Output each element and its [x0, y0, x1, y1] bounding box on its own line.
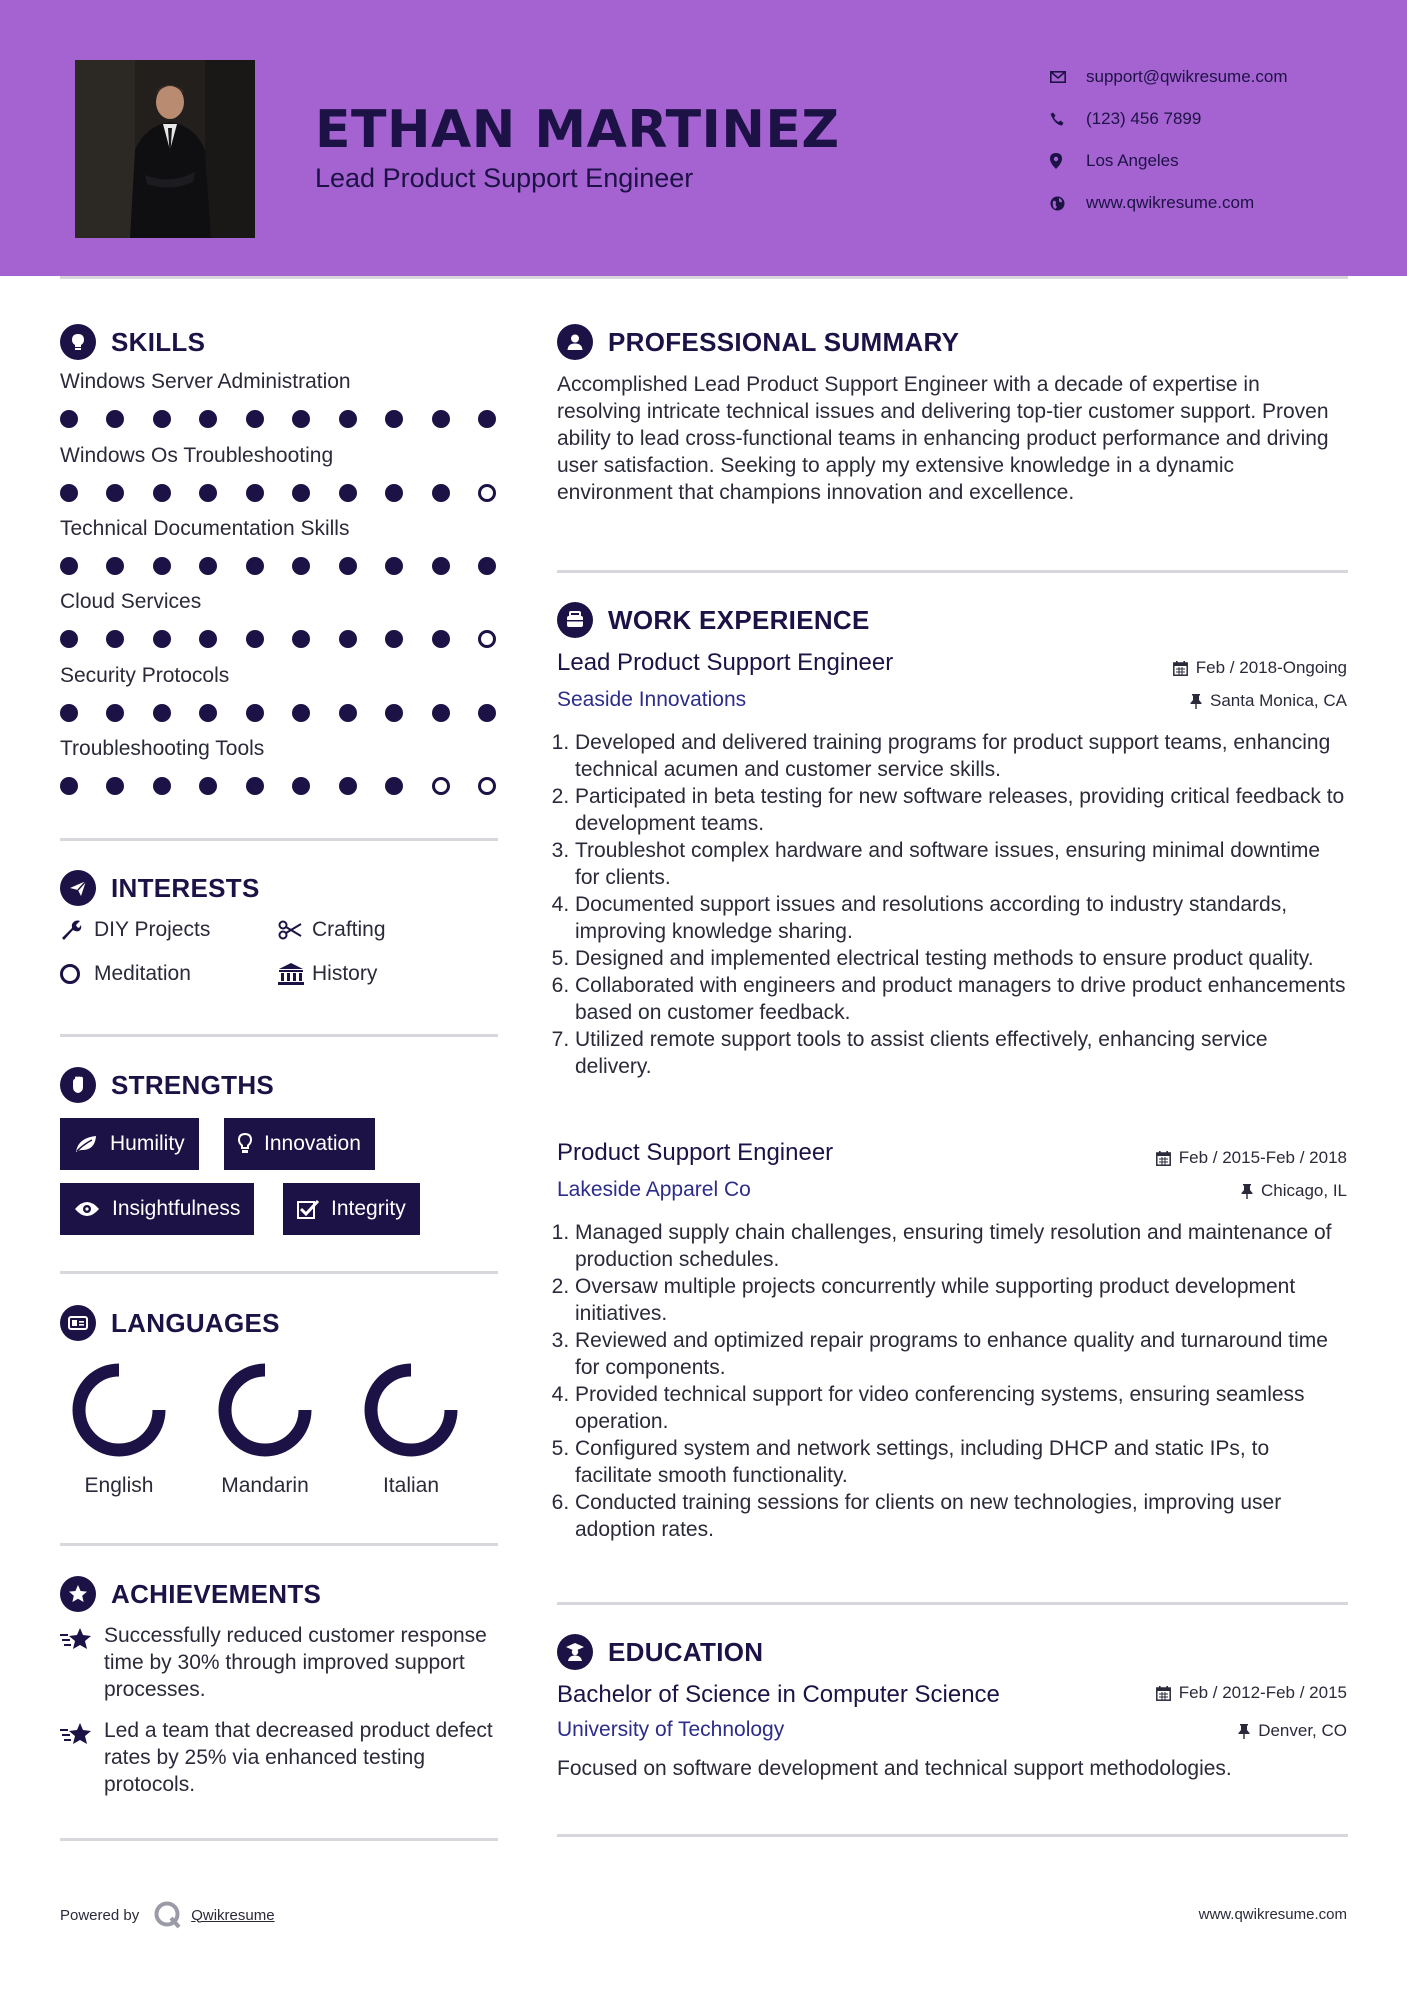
shooting-star-icon — [60, 1717, 104, 1798]
section-divider — [60, 1838, 498, 1841]
rating-dot-filled — [153, 704, 171, 722]
language-item — [351, 1360, 471, 1498]
language-item — [205, 1360, 325, 1498]
rating-dot-filled — [292, 557, 310, 575]
rating-dot-filled — [246, 410, 264, 428]
language-label: English — [84, 1474, 154, 1497]
skill-label: Troubleshooting Tools — [60, 737, 265, 760]
contact-website[interactable] — [1050, 182, 1288, 224]
skill-rating — [60, 557, 496, 575]
skill-label: Security Protocols — [60, 664, 230, 687]
rating-dot-filled — [432, 630, 450, 648]
skill-rating — [60, 484, 496, 502]
summary-text: Accomplished Lead Product Support Engineer with a decade of expertise in resolving intricate technical issues and delivering top-tier customer support. Proven ability to lead cross-functional teams in enhancing product performance and driving user satisfaction. Seeking to apply my extensive knowledge in a dynamic environment that champions innovation and excellence. — [557, 373, 1329, 504]
rating-dot-filled — [478, 704, 496, 722]
skill-rating — [60, 704, 496, 722]
rating-dot-filled — [385, 484, 403, 502]
checkbox-icon — [297, 1199, 319, 1219]
skills-heading: SKILLS — [60, 324, 205, 360]
job-duties — [557, 1219, 1349, 1543]
id-card-icon — [60, 1305, 96, 1341]
rating-dot-filled — [199, 484, 217, 502]
skill-item — [60, 444, 500, 502]
interest-item: DIY Projects — [60, 918, 210, 942]
rating-dot-empty — [432, 777, 450, 795]
lightbulb-outline-icon — [238, 1133, 252, 1155]
skill-item — [60, 370, 500, 428]
strength-badge: Integrity — [283, 1183, 420, 1235]
calendar-icon — [1173, 661, 1188, 676]
duty-item: 1. Managed supply chain challenges, ensuring timely resolution and maintenance of production schedules. — [575, 1219, 1349, 1273]
candidate-name: ETHAN MARTINEZ — [315, 100, 840, 160]
rating-dot-filled — [153, 484, 171, 502]
rating-dot-filled — [246, 484, 264, 502]
job-company: Lakeside Apparel Co — [557, 1178, 751, 1201]
section-divider — [557, 570, 1348, 573]
rating-dot-filled — [106, 630, 124, 648]
section-divider — [60, 838, 498, 841]
rating-dot-filled — [292, 777, 310, 795]
skill-label: Windows Server Administration — [60, 370, 351, 393]
rating-dot-filled — [246, 704, 264, 722]
duty-item: 7. Utilized remote support tools to assist clients effectively, enhancing service delivery. — [575, 1026, 1349, 1080]
job-location: Chicago, IL — [1241, 1181, 1347, 1201]
section-divider — [60, 1543, 498, 1546]
achievement-item: Led a team that decreased product defect rates by 25% via enhanced testing protocols. — [60, 1717, 500, 1798]
education-degree: Bachelor of Science in Computer Science — [557, 1681, 1000, 1708]
rating-dot-filled — [432, 704, 450, 722]
qwikresume-logo-icon — [153, 1900, 183, 1930]
language-label: Italian — [382, 1474, 440, 1497]
rating-dot-filled — [60, 557, 78, 575]
rating-dot-filled — [385, 410, 403, 428]
strength-badge: Humility — [60, 1118, 199, 1170]
rating-dot-filled — [339, 777, 357, 795]
contact-location-text: Los Angeles — [1086, 151, 1179, 170]
job-dates: Feb / 2018-Ongoing — [1173, 658, 1347, 678]
strengths-heading: STRENGTHS — [60, 1067, 274, 1103]
rating-dot-filled — [292, 630, 310, 648]
powered-by: Powered by Qwikresume — [60, 1900, 275, 1930]
skill-item — [60, 664, 500, 722]
rating-dot-empty — [478, 630, 496, 648]
skill-item — [60, 737, 500, 795]
language-gauge — [69, 1360, 169, 1460]
qwikresume-link[interactable]: Qwikresume — [191, 1906, 275, 1924]
rating-dot-filled — [60, 777, 78, 795]
rating-dot-filled — [199, 557, 217, 575]
rating-dot-filled — [246, 557, 264, 575]
summary-heading: PROFESSIONAL SUMMARY — [557, 324, 959, 360]
rating-dot-filled — [292, 704, 310, 722]
graduate-icon — [557, 1634, 593, 1670]
duty-item: 6. Conducted training sessions for clients on new technologies, improving user adoption rates. — [575, 1489, 1349, 1543]
language-gauge — [361, 1360, 461, 1460]
rating-dot-filled — [246, 777, 264, 795]
strength-badge: Innovation — [224, 1118, 375, 1170]
duty-item: 5. Designed and implemented electrical testing methods to ensure product quality. — [575, 945, 1349, 972]
contact-email[interactable] — [1050, 56, 1288, 98]
job-role: Lead Product Support Engineer — [557, 649, 894, 676]
language-gauge-arc — [371, 1370, 451, 1450]
contact-phone-text: (123) 456 7899 — [1086, 109, 1202, 128]
rating-dot-filled — [106, 557, 124, 575]
section-divider — [557, 1602, 1348, 1605]
duty-item: 2. Oversaw multiple projects concurrently while supporting product development initiatives. — [575, 1273, 1349, 1327]
eye-icon — [74, 1201, 100, 1217]
language-item — [59, 1360, 179, 1498]
globe-icon — [1050, 196, 1086, 211]
rating-dot-filled — [385, 704, 403, 722]
education-heading: EDUCATION — [557, 1634, 763, 1670]
section-divider — [60, 1034, 498, 1037]
rating-dot-filled — [339, 410, 357, 428]
rating-dot-filled — [292, 410, 310, 428]
skill-item — [60, 517, 500, 575]
rating-dot-filled — [60, 410, 78, 428]
header-divider — [60, 276, 1348, 279]
rating-dot-filled — [106, 704, 124, 722]
job-company: Seaside Innovations — [557, 688, 747, 711]
pushpin-icon — [1190, 694, 1202, 709]
pushpin-icon — [1238, 1724, 1250, 1739]
shooting-star-icon — [60, 1622, 104, 1703]
scissors-icon — [278, 920, 312, 940]
rating-dot-filled — [60, 704, 78, 722]
education-location: Denver, CO — [1238, 1721, 1347, 1741]
circle-icon — [60, 963, 94, 985]
pushpin-icon — [1241, 1184, 1253, 1199]
interests-heading: INTERESTS — [60, 870, 260, 906]
duty-item: 1. Developed and delivered training programs for product support teams, enhancing technical acumen and customer service skills. — [575, 729, 1349, 783]
contact-email-text: support@qwikresume.com — [1086, 67, 1288, 86]
interest-item: Meditation — [60, 962, 191, 986]
rating-dot-filled — [106, 777, 124, 795]
achievement-item: Successfully reduced customer response time by 30% through improved support processes. — [60, 1622, 500, 1703]
contact-website-text: www.qwikresume.com — [1086, 193, 1255, 212]
skill-rating — [60, 630, 496, 648]
job-location: Santa Monica, CA — [1190, 691, 1347, 711]
education-school: University of Technology — [557, 1718, 785, 1741]
skill-label: Cloud Services — [60, 590, 202, 613]
rating-dot-filled — [106, 410, 124, 428]
rating-dot-filled — [478, 410, 496, 428]
rating-dot-filled — [153, 777, 171, 795]
section-divider — [60, 1271, 498, 1274]
skill-label: Technical Documentation Skills — [60, 517, 350, 540]
language-label: Mandarin — [221, 1474, 309, 1497]
language-gauge — [215, 1360, 315, 1460]
candidate-title: Lead Product Support Engineer — [315, 163, 694, 193]
rating-dot-filled — [385, 777, 403, 795]
museum-icon — [278, 963, 312, 985]
interest-item: History — [278, 962, 377, 986]
language-gauge-arc — [79, 1370, 159, 1450]
rating-dot-filled — [292, 484, 310, 502]
strength-badge: Insightfulness — [60, 1183, 254, 1235]
rating-dot-empty — [478, 484, 496, 502]
rating-dot-empty — [478, 777, 496, 795]
skill-rating — [60, 777, 496, 795]
duty-item: 2. Participated in beta testing for new software releases, providing critical feedback to development teams. — [575, 783, 1349, 837]
languages-heading: LANGUAGES — [60, 1305, 280, 1341]
language-gauge-arc — [225, 1370, 305, 1450]
rating-dot-filled — [199, 410, 217, 428]
rating-dot-filled — [478, 557, 496, 575]
achievements-heading: ACHIEVEMENTS — [60, 1576, 321, 1612]
envelope-icon — [1050, 71, 1086, 83]
interest-item: Crafting — [278, 918, 386, 942]
rating-dot-filled — [60, 630, 78, 648]
duty-item: 6. Collaborated with engineers and product managers to drive product enhancements based on customer feedback. — [575, 972, 1349, 1026]
star-badge-icon — [60, 1576, 96, 1612]
rating-dot-filled — [153, 410, 171, 428]
rating-dot-filled — [199, 704, 217, 722]
experience-heading: WORK EXPERIENCE — [557, 602, 870, 638]
rating-dot-filled — [199, 630, 217, 648]
lightbulb-icon — [60, 324, 96, 360]
raised-fist-icon — [60, 1067, 96, 1103]
duty-item: 4. Documented support issues and resolutions according to industry standards, improving knowledge sharing. — [575, 891, 1349, 945]
duty-item: 5. Configured system and network settings, including DHCP and static IPs, to facilitate smooth functionality. — [575, 1435, 1349, 1489]
skill-item — [60, 590, 500, 648]
education-dates: Feb / 2012-Feb / 2015 — [1156, 1683, 1347, 1703]
paper-plane-icon — [60, 870, 96, 906]
rating-dot-filled — [339, 484, 357, 502]
calendar-icon — [1156, 1686, 1171, 1701]
leaf-icon — [74, 1134, 98, 1154]
duty-item: 3. Troubleshot complex hardware and software issues, ensuring minimal downtime for clients. — [575, 837, 1349, 891]
rating-dot-filled — [199, 777, 217, 795]
rating-dot-filled — [385, 630, 403, 648]
section-divider — [557, 1834, 1348, 1837]
rating-dot-filled — [339, 704, 357, 722]
contact-phone[interactable] — [1050, 98, 1288, 140]
duty-item: 4. Provided technical support for video conferencing systems, ensuring seamless operation. — [575, 1381, 1349, 1435]
wrench-icon — [60, 919, 94, 941]
rating-dot-filled — [60, 484, 78, 502]
duty-item: 3. Reviewed and optimized repair programs to enhance quality and turnaround time for components. — [575, 1327, 1349, 1381]
job-duties — [557, 729, 1349, 1080]
job-role: Product Support Engineer — [557, 1139, 834, 1166]
skill-label: Windows Os Troubleshooting — [60, 444, 334, 467]
rating-dot-filled — [432, 410, 450, 428]
map-pin-icon — [1050, 153, 1086, 169]
briefcase-icon — [557, 602, 593, 638]
phone-icon — [1050, 112, 1086, 126]
rating-dot-filled — [153, 557, 171, 575]
rating-dot-filled — [246, 630, 264, 648]
education-description: Focused on software development and technical support methodologies. — [557, 1757, 1232, 1780]
calendar-icon — [1156, 1151, 1171, 1166]
rating-dot-filled — [432, 557, 450, 575]
rating-dot-filled — [339, 557, 357, 575]
profile-photo — [75, 60, 255, 238]
rating-dot-filled — [153, 630, 171, 648]
rating-dot-filled — [339, 630, 357, 648]
contact-location — [1050, 140, 1288, 182]
user-icon — [557, 324, 593, 360]
footer-website[interactable]: www.qwikresume.com — [1198, 1906, 1347, 1923]
skill-rating — [60, 410, 496, 428]
rating-dot-filled — [432, 484, 450, 502]
contact-block — [1050, 56, 1288, 224]
rating-dot-filled — [106, 484, 124, 502]
rating-dot-filled — [385, 557, 403, 575]
job-dates: Feb / 2015-Feb / 2018 — [1156, 1148, 1347, 1168]
resume-header — [0, 0, 1407, 276]
